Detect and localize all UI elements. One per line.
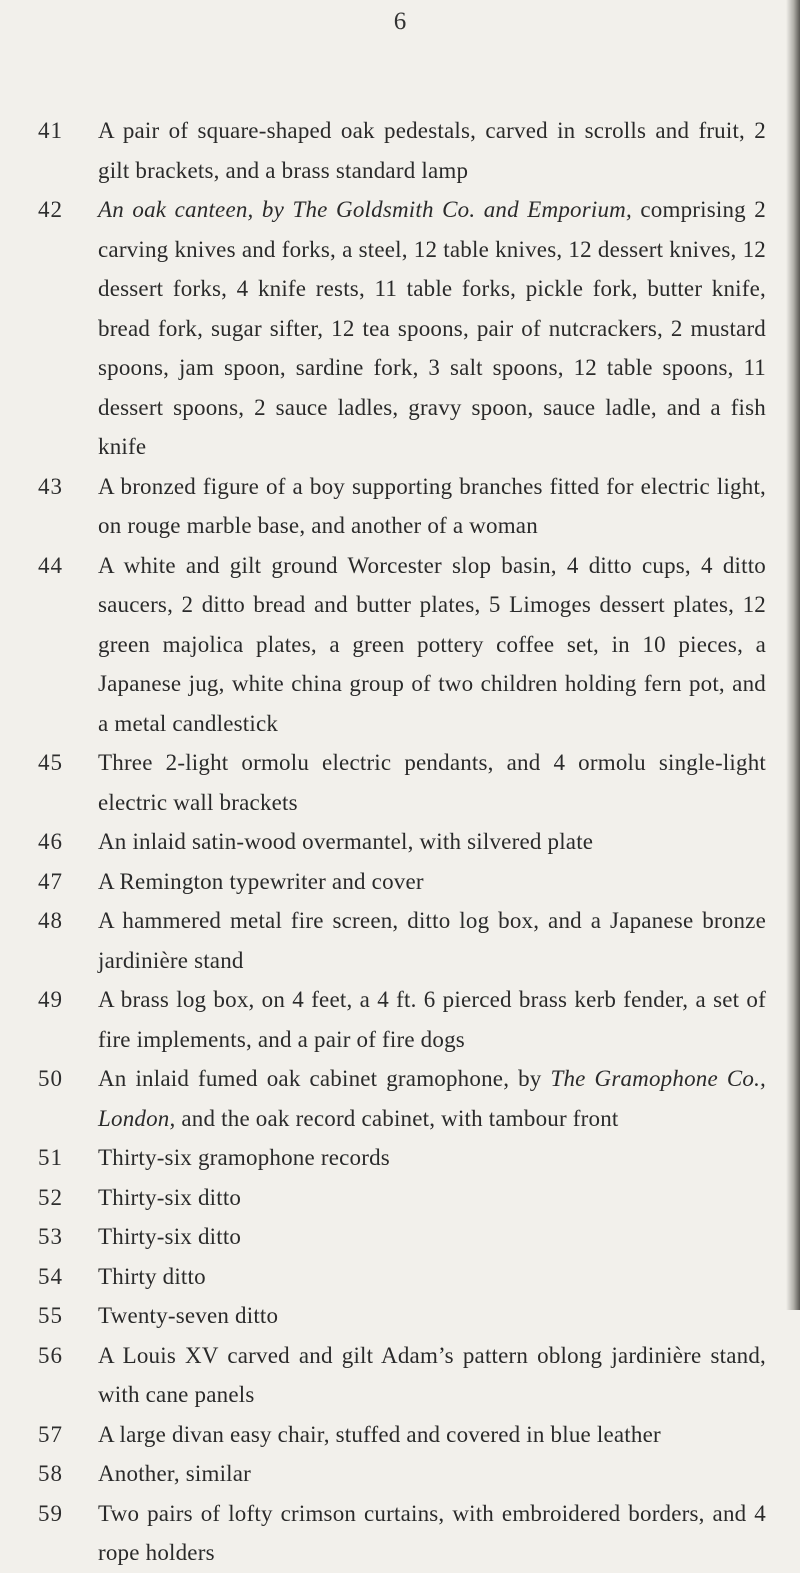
lot-number: 44	[38, 552, 63, 578]
lot-description	[98, 190, 766, 467]
lot-description-text: A hammered metal fire screen, ditto log box, and a Japanese bronze jardinière stand	[98, 908, 766, 973]
lot-description	[98, 1217, 766, 1257]
lot-entry	[0, 1217, 800, 1257]
lot-number: 53	[38, 1224, 63, 1249]
lot-number: 50	[38, 1066, 63, 1091]
lot-description-text: An inlaid satin-wood overmantel, with silvered plate	[98, 829, 594, 854]
lot-number: 47	[38, 868, 63, 894]
lot-description	[98, 1454, 766, 1494]
lot-entry	[0, 111, 800, 190]
lot-description-text: An inlaid fumed oak cabinet gramophone, by	[98, 1066, 551, 1091]
lot-description	[98, 467, 766, 546]
lot-entry	[0, 1059, 800, 1138]
lot-description-text: A bronzed figure of a boy supporting branches fitted for electric light, on rouge marble base, and another of a woman	[98, 473, 766, 538]
lot-description	[98, 980, 766, 1059]
lot-description-text: Twenty-seven ditto	[98, 1303, 279, 1328]
lot-number: 43	[38, 473, 63, 499]
page-number: 6	[393, 8, 407, 35]
lot-description	[98, 1415, 766, 1455]
lot-entry	[0, 1138, 800, 1178]
lot-number: 52	[38, 1184, 63, 1210]
lot-description	[98, 111, 766, 190]
lot-description-text: A white and gilt ground Worcester slop basin, 4 ditto cups, 4 ditto saucers, 2 ditto bread and butter plates, 5 Limoges dessert plates, 12 green majolica plates, a green pottery coffee set, in 10 pieces, a Japanese jug, white china group of two children holding fern pot, and a metal candlestick	[98, 552, 766, 736]
page-edge-shadow	[786, 0, 800, 1310]
lot-entry	[0, 1296, 800, 1336]
lot-description-text: A brass log box, on 4 feet, a 4 ft. 6 pierced brass kerb fender, a set of fire implements, and a pair of fire dogs	[98, 987, 766, 1052]
lot-entry	[0, 467, 800, 546]
lot-number: 59	[38, 1500, 63, 1526]
lot-entry	[0, 1257, 800, 1297]
lot-description	[98, 1494, 766, 1573]
lot-description	[98, 1059, 766, 1138]
lot-description	[98, 1138, 766, 1178]
lot-description	[98, 1257, 766, 1297]
lot-description	[98, 822, 766, 862]
lot-entry	[0, 743, 800, 822]
lot-description-text: A Louis XV carved and gilt Adam’s pattern oblong jardinière stand, with cane panels	[98, 1342, 766, 1407]
lot-number: 45	[38, 750, 63, 775]
lot-description	[98, 862, 766, 902]
lot-entry	[0, 901, 800, 980]
lot-number: 49	[38, 987, 63, 1012]
lot-entry	[0, 980, 800, 1059]
lot-entry	[0, 822, 800, 862]
lot-number: 54	[38, 1263, 63, 1289]
lot-description-text: and the oak record cabinet, with tambour front	[175, 1105, 619, 1131]
lot-description-text: A pair of square-shaped oak pedestals, carved in scrolls and fruit, 2 gilt brackets, and a brass standard lamp	[98, 118, 766, 183]
lot-entry	[0, 1494, 800, 1573]
lot-entry	[0, 1336, 800, 1415]
lot-number: 41	[38, 118, 63, 143]
lot-description-text: A Remington typewriter and cover	[98, 868, 424, 894]
lot-list	[0, 111, 800, 1573]
lot-description	[98, 743, 766, 822]
lot-entry	[0, 546, 800, 744]
lot-description	[98, 1296, 766, 1336]
lot-description-text: A large divan easy chair, stuffed and covered in blue leather	[98, 1421, 661, 1447]
lot-number: 51	[38, 1145, 63, 1170]
lot-description-text: Three 2-light ormolu electric pendants, and 4 ormolu single-light electric wall brackets	[98, 750, 766, 815]
lot-description-text: comprising 2 carving knives and forks, a steel, 12 table knives, 12 dessert knives, 12 dessert forks, 4 knife rests, 11 table forks, pickle fork, butter knife, bread fork, sugar sifter, 12 tea spoons, pair of nutcrackers, 2 mustard spoons, jam spoon, sardine fork, 3 salt spoons, 12 table spoons, 11 dessert spoons, 2 sauce ladles, gravy spoon, sauce ladle, and a fish knife	[98, 197, 767, 459]
lot-description-text: Another, similar	[98, 1461, 252, 1486]
lot-description-text: Thirty-six ditto	[98, 1184, 242, 1210]
lot-entry	[0, 1178, 800, 1218]
lot-description	[98, 1336, 766, 1415]
lot-description-italic: An oak canteen, by The Goldsmith Co. and Emporium,	[98, 197, 632, 222]
lot-number: 42	[38, 197, 63, 222]
lot-number: 46	[38, 829, 63, 854]
lot-number: 56	[38, 1342, 63, 1368]
lot-number: 48	[38, 908, 63, 933]
lot-description	[98, 901, 766, 980]
lot-description	[98, 1178, 766, 1218]
lot-entry	[0, 1454, 800, 1494]
lot-number: 58	[38, 1461, 63, 1486]
lot-description-text: Two pairs of lofty crimson curtains, with embroidered borders, and 4 rope holders	[98, 1500, 766, 1565]
lot-description-italic: The Gramophone Co., London,	[98, 1066, 766, 1131]
lot-entry	[0, 190, 800, 467]
lot-entry	[0, 862, 800, 902]
lot-description-text: Thirty ditto	[98, 1263, 206, 1289]
lot-description-text: Thirty-six ditto	[98, 1224, 242, 1249]
lot-description-text: Thirty-six gramophone records	[98, 1145, 390, 1170]
lot-entry	[0, 1415, 800, 1455]
lot-number: 57	[38, 1421, 63, 1447]
lot-number: 55	[38, 1303, 63, 1328]
lot-description	[98, 546, 766, 744]
